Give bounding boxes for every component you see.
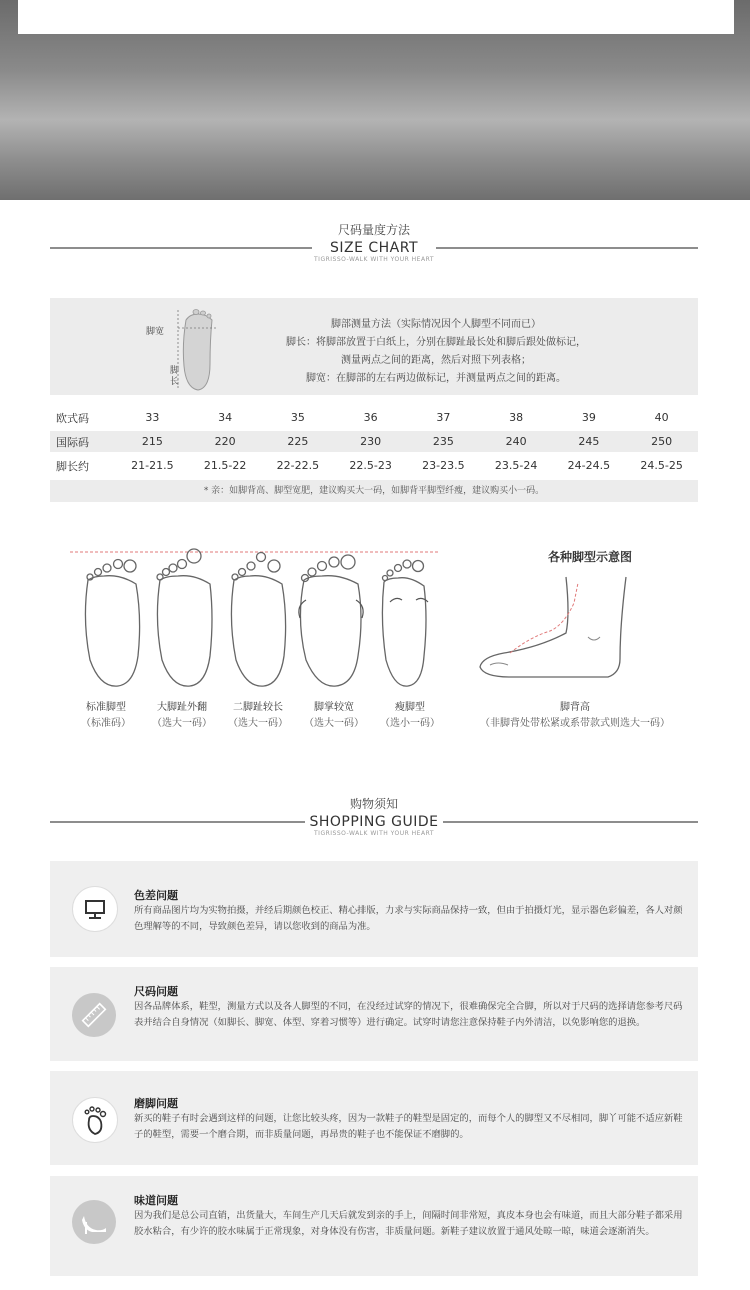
row-label: 脚长约 [56,459,89,473]
footprint-icon [72,1097,118,1143]
measure-line: 脚长：将脚部放置于白纸上，分别在脚趾最长处和脚后跟处做标记， [286,337,586,348]
table-cell: 21-21.5 [131,459,174,472]
instep-advice: （非脚背处带松紧或系带款式则选大一码） [480,718,670,729]
table-cell: 36 [363,411,378,424]
measure-instructions-box [50,298,698,395]
table-cell: 240 [480,431,553,452]
row-label: 国际码 [50,431,116,452]
table-cell: 220 [189,431,262,452]
header-line-left [50,821,305,823]
foot-type-name: 瘦脚型 [395,702,425,713]
foot-type-advice: （选大一码） [304,718,364,729]
table-cell: 215 [116,431,189,452]
table-cell: 40 [654,411,669,424]
guide-title: 磨脚问题 [134,1097,178,1110]
foot-type-name: 大脚趾外翻 [157,702,207,713]
size-note: * 亲：如脚背高、脚型宽肥，建议购买大一码，如脚背平脚型纤瘦，建议购买小一码。 [50,480,698,502]
foot-length-label: 脚长 [170,366,180,387]
table-cell: 24.5-25 [640,459,683,472]
table-row [50,431,698,452]
foot-type-advice: （选大一码） [152,718,212,729]
shopping-guide-subtitle: TIGRISSO-WALK WITH YOUR HEART [314,830,434,837]
foot-type-long-second-toe [220,700,296,732]
measure-line: 脚宽：在脚部的左右两边做标记，并测量两点之间的距离。 [306,373,566,384]
table-cell: 38 [509,411,524,424]
instep-caption [460,700,690,732]
guide-title: 味道问题 [134,1194,178,1207]
guide-text: 因各品牌体系，鞋型，测量方式以及各人脚型的不同，在没经过试穿的情况下，很难确保完全合脚，所以对于尺码的选择请您参考尺码表并结合自身情况（如脚长、脚宽、体型、穿着习惯等）进行确定。试穿时请您注意保持鞋子内外清洁，以免影响您的退换。 [134,1001,683,1028]
table-cell: 250 [625,431,698,452]
foot-type-bunion [144,700,220,732]
ruler-icon [72,993,116,1037]
table-row [50,407,698,428]
guide-size [50,967,698,1061]
table-row [50,455,698,476]
guide-text: 所有商品图片均为实物拍摄，并经后期颜色校正、精心排版，力求与实际商品保持一致，但由于拍摄灯光，显示器色彩偏差，各人对颜色理解等的不同，导致颜色差异，请以您收到的商品为准。 [134,905,683,932]
table-cell: 230 [334,431,407,452]
foot-type-advice: （选小一码） [380,718,440,729]
foot-type-name: 标准脚型 [86,702,126,713]
high-heel-icon [72,1200,116,1244]
foot-type-name: 二脚趾较长 [233,702,283,713]
shopping-guide-header [50,797,698,838]
foot-type-name: 脚掌较宽 [314,702,354,713]
table-cell: 225 [262,431,335,452]
size-chart-subtitle: TIGRISSO-WALK WITH YOUR HEART [314,256,434,263]
foot-type-advice: （选大一码） [228,718,288,729]
shopping-guide-title-cn: 购物须知 [349,797,398,811]
table-cell: 23.5-24 [494,459,538,472]
size-chart-title-cn: 尺码量度方法 [337,223,410,237]
foot-outline-icon [172,304,222,392]
table-cell: 235 [407,431,480,452]
foot-type-slim [372,700,448,732]
measure-line: 测量两点之间的距离，然后对照下列表格； [341,355,531,366]
table-cell: 245 [553,431,626,452]
header-line-right [436,247,698,249]
banner-card [18,0,734,34]
monitor-icon [72,886,118,932]
foot-type-advice: （标准码） [81,718,131,729]
table-cell: 24-24.5 [567,459,611,472]
table-cell: 35 [290,411,305,424]
guide-text: 因为我们是总公司直销，出货量大，车间生产几天后就发到亲的手上，间隔时间非常短，真皮本身也会有味道，而且大部分鞋子都采用胶水粘合，有少许的胶水味属于正常现象，对身体没有伤害，非质量问题。新鞋子建议放置于通风处晾一晾，味道会逐渐消失。 [134,1210,683,1237]
table-cell: 37 [436,411,451,424]
table-cell: 33 [145,411,160,424]
table-cell: 21.5-22 [203,459,247,472]
guide-odor [50,1176,698,1276]
foot-type-wide [296,700,372,732]
header-line-right [443,821,698,823]
size-table [50,404,698,479]
table-cell: 34 [218,411,233,424]
size-chart-header [50,223,698,264]
table-cell: 22-22.5 [276,459,320,472]
guide-title: 色差问题 [134,889,178,902]
measure-instructions [246,316,626,388]
foot-types-illustration [60,540,450,690]
instep-title: 各种脚型示意图 [547,550,632,564]
guide-text: 新买的鞋子有时会遇到这样的问题，让您比较头疼，因为一款鞋子的鞋型是固定的，而每个人的脚型又不尽相同，脚丫可能不适应新鞋子的鞋型，需要一个磨合期，而非质量问题，再昂贵的鞋子也不能保证不磨脚的。 [134,1113,683,1140]
instep-foot-icon [470,575,670,685]
guide-title: 尺码问题 [134,985,178,998]
shopping-guide-title-en: SHOPPING GUIDE [309,814,439,830]
size-chart-title-en: SIZE CHART [329,240,419,256]
guide-blister [50,1071,698,1165]
row-label: 欧式码 [56,411,89,425]
top-banner [0,0,750,200]
guide-color-difference [50,861,698,957]
foot-width-label: 脚宽 [146,327,165,337]
table-cell: 23-23.5 [422,459,465,472]
measure-line: 脚部测量方法（实际情况因个人脚型不同而已） [331,319,541,330]
table-cell: 39 [581,411,596,424]
header-line-left [50,247,312,249]
instep-name: 脚背高 [560,702,590,713]
table-cell: 22.5-23 [349,459,392,472]
foot-type-standard [68,700,144,732]
